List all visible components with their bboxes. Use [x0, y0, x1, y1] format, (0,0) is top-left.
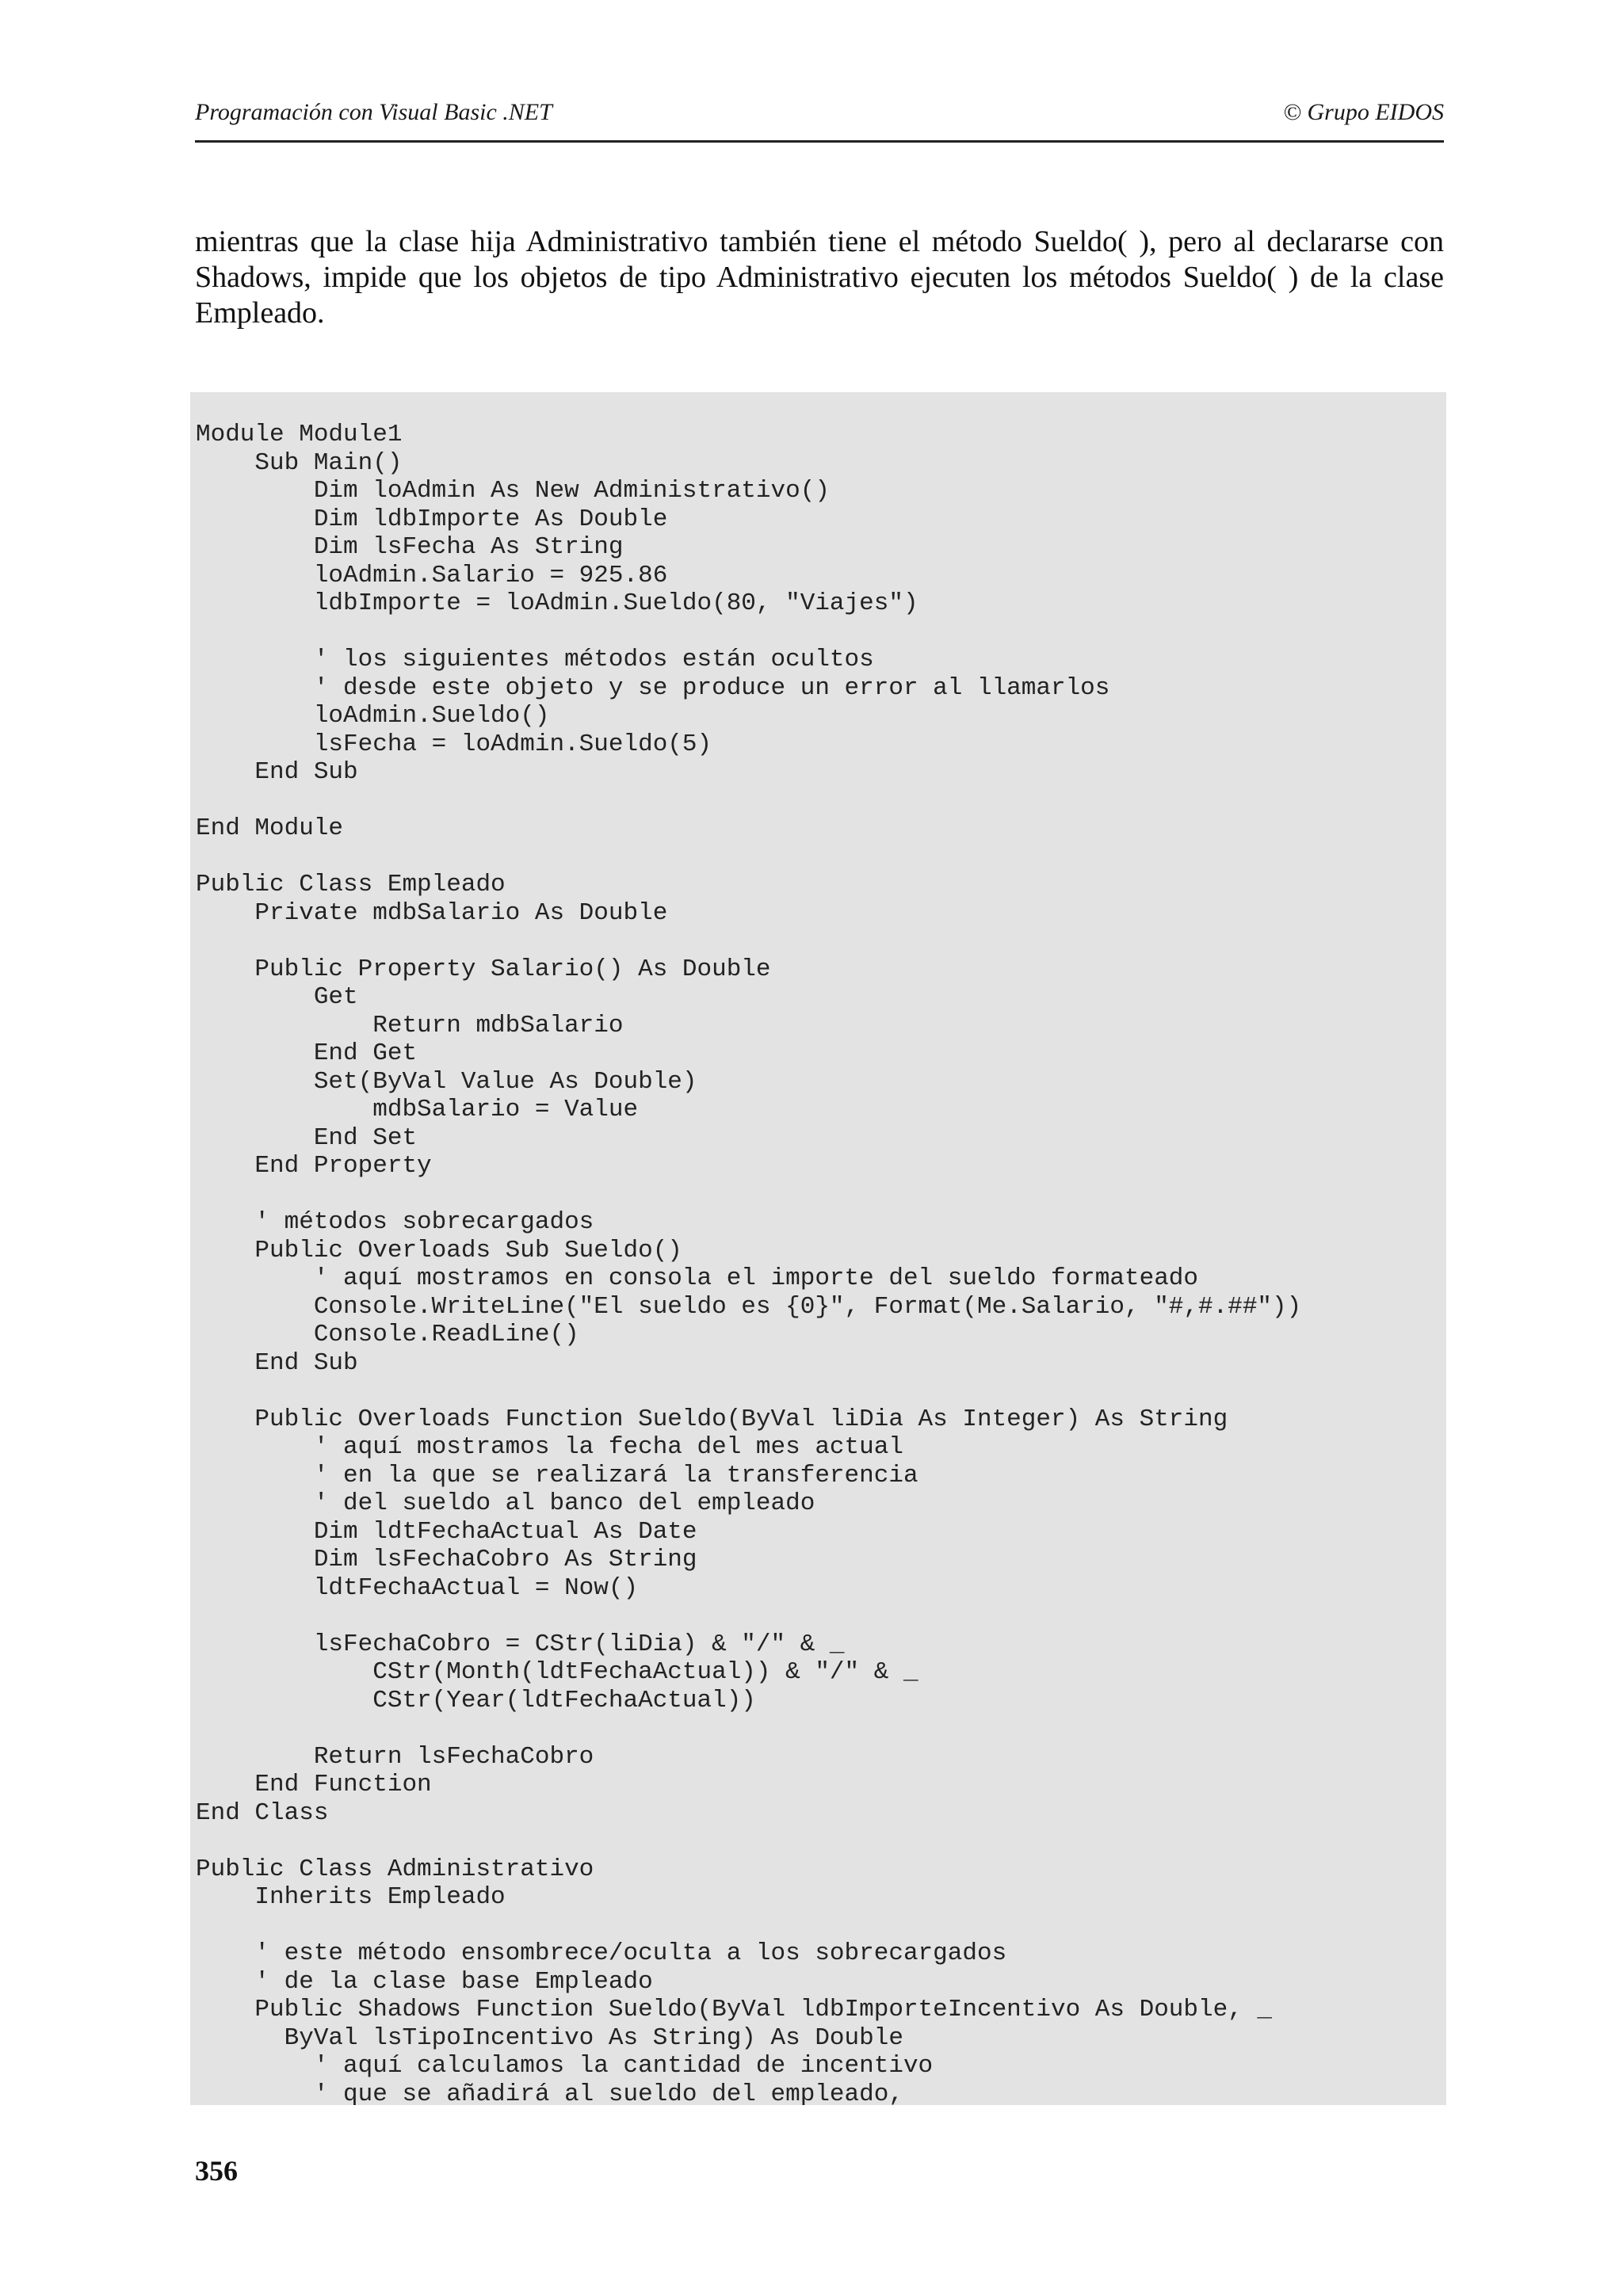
code-line — [196, 1912, 1446, 1940]
code-line: ' los siguientes métodos están ocultos — [196, 646, 874, 673]
code-line — [196, 618, 1446, 646]
code-line: End Set — [196, 1123, 418, 1152]
code-line: Module Module1 — [196, 421, 403, 448]
code-line: Public Shadows Function Sueldo(ByVal ldbImporteIncentivo As Double, _ — [196, 1996, 1273, 2023]
page-number: 356 — [195, 2155, 238, 2187]
code-line: ldbImporte = loAdmin.Sueldo(80, "Viajes") — [196, 589, 918, 617]
code-line: Console.ReadLine() — [196, 1321, 579, 1348]
code-line: Public Property Salario() As Double — [196, 955, 771, 983]
code-line: End Sub — [196, 1348, 358, 1377]
intro-paragraph: mientras que la clase hija Administrativo también tiene el método Sueldo( ), pero al declararse con Shadows, impide que los objetos de tipo Administrativo ejecuten los métodos Sueldo( ) de la clase Empleado. — [195, 225, 1444, 330]
code-line — [196, 1377, 1446, 1405]
running-header — [195, 93, 1444, 143]
code-line: CStr(Year(ldtFechaActual)) — [196, 1686, 756, 1714]
code-line — [196, 1602, 1446, 1630]
code-line: ' en la que se realizará la transferencia — [196, 1461, 918, 1489]
code-line: Dim loAdmin As New Administrativo() — [196, 477, 830, 505]
code-line: Private mdbSalario As Double — [196, 898, 668, 927]
code-line — [196, 1180, 1446, 1209]
code-line: ' métodos sobrecargados — [196, 1208, 594, 1236]
code-line: Set(ByVal Value As Double) — [196, 1067, 697, 1096]
code-line: Dim lsFecha As String — [196, 533, 624, 561]
header-publisher: © Grupo EIDOS — [1283, 99, 1444, 125]
code-line: CStr(Month(ldtFechaActual)) & "/" & _ — [196, 1658, 918, 1686]
header-book-title: Programación con Visual Basic .NET — [195, 99, 552, 125]
code-line: End Class — [196, 1798, 329, 1827]
code-line: ByVal lsTipoIncentivo As String) As Double — [196, 2023, 903, 2052]
code-line: Public Class Administrativo — [196, 1855, 594, 1883]
code-listing — [190, 392, 1446, 2105]
code-line: Public Overloads Function Sueldo(ByVal liDia As Integer) As String — [196, 1405, 1228, 1433]
code-line: ' aquí mostramos la fecha del mes actual — [196, 1433, 903, 1461]
code-line: ' aquí calculamos la cantidad de incentivo — [196, 2052, 934, 2080]
code-line — [196, 1714, 1446, 1743]
code-line: Return mdbSalario — [196, 1011, 624, 1039]
code-line: ' del sueldo al banco del empleado — [196, 1489, 815, 1517]
code-line: Return lsFechaCobro — [196, 1742, 594, 1771]
code-line: Public Overloads Sub Sueldo() — [196, 1236, 682, 1264]
code-line — [196, 787, 1446, 815]
code-line — [196, 843, 1446, 871]
code-line — [196, 1827, 1446, 1855]
code-line: Inherits Empleado — [196, 1883, 506, 1911]
code-line: Sub Main() — [196, 448, 403, 477]
code-line: ' aquí mostramos en consola el importe del sueldo formateado — [196, 1264, 1199, 1292]
code-line: End Property — [196, 1152, 432, 1180]
code-line: mdbSalario = Value — [196, 1096, 639, 1123]
code-line: lsFecha = loAdmin.Sueldo(5) — [196, 730, 712, 758]
code-line: ' desde este objeto y se produce un error al llamarlos — [196, 673, 1110, 702]
code-line: ' que se añadirá al sueldo del empleado, — [196, 2080, 903, 2105]
code-line: loAdmin.Salario = 925.86 — [196, 561, 668, 589]
code-line: Get — [196, 983, 358, 1011]
code-line: Console.WriteLine("El sueldo es {0}", Format(Me.Salario, "#,#.##")) — [196, 1292, 1302, 1321]
code-line: End Sub — [196, 758, 358, 786]
code-line: End Get — [196, 1039, 418, 1067]
code-line — [196, 927, 1446, 955]
code-line: End Function — [196, 1771, 432, 1798]
code-line: lsFechaCobro = CStr(liDia) & "/" & _ — [196, 1630, 845, 1658]
code-line: ' de la clase base Empleado — [196, 1967, 653, 1996]
code-line: ' este método ensombrece/oculta a los sobrecargados — [196, 1939, 1007, 1967]
code-line: Dim ldtFechaActual As Date — [196, 1517, 697, 1546]
code-text — [196, 421, 1446, 2105]
code-line: End Module — [196, 814, 344, 842]
code-line: Dim lsFechaCobro As String — [196, 1546, 697, 1573]
code-line: ldtFechaActual = Now() — [196, 1573, 639, 1602]
code-line: loAdmin.Sueldo() — [196, 702, 550, 730]
code-line: Dim ldbImporte As Double — [196, 505, 668, 533]
code-line: Public Class Empleado — [196, 871, 506, 898]
